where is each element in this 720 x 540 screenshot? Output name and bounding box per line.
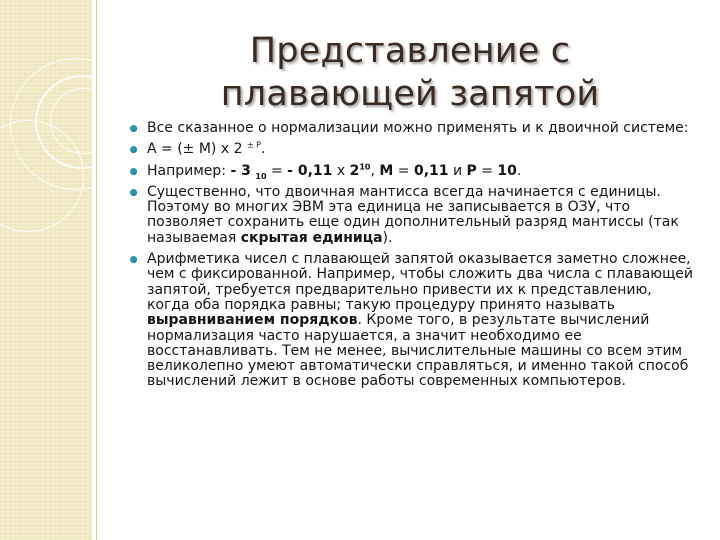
alignment-term: выравниванием порядков [147, 312, 358, 329]
bullet-item-normalization [128, 121, 698, 136]
hidden-bit-end: ). [382, 229, 393, 246]
example-m-value: 0,11 [413, 162, 449, 179]
sidebar-divider [92, 0, 94, 540]
example-and: и [448, 162, 467, 179]
bullet-item-arithmetic [128, 252, 698, 390]
example-equals-2: = [393, 162, 414, 179]
bullet-item-hidden-bit [128, 185, 698, 246]
bullet-text: Все сказанное о нормализации можно применять и к двоичной системе: [147, 120, 689, 136]
hidden-bit-text: Существенно, что двоичная мантисса всегда начинается с единицы. Поэтому во многих ЭВМ эта единица не записывается в ОЗУ, что позволяет сохранить еще один дополнительный разряд мантиссы (так называемая [147, 183, 679, 246]
example-two: 2 [349, 162, 360, 179]
example-comma: , [370, 162, 380, 179]
example-end: . [516, 162, 522, 179]
arithmetic-text: Арифметика чисел с плавающей запятой оказывается заметно сложнее, чем с фиксированной. Например, чтобы сложить два числа с плавающей запятой, требуется предварительно привести их к представлению, когда оба порядка равны; такую процедуру принято называть [147, 251, 693, 313]
bullet-icon [130, 125, 137, 132]
formula-end: . [261, 141, 266, 158]
formula-exponent: ± P [246, 140, 262, 150]
title-line-1: Представление с [249, 31, 571, 71]
bullet-icon [130, 256, 137, 263]
title-line-2: плавающей запятой [220, 74, 600, 114]
sidebar-border-line [96, 0, 97, 540]
example-p-value: 10 [497, 162, 517, 179]
hidden-bit-term: скрытая единица [240, 229, 383, 246]
bullet-item-formula [128, 142, 698, 157]
example-value-1: - 3 [230, 162, 251, 179]
example-m: M [379, 162, 394, 179]
formula-text: A = (± M) x 2 [147, 141, 247, 158]
example-exponent: 10 [359, 161, 371, 171]
example-value-2: - 0,11 [287, 162, 333, 179]
decorative-sidebar [0, 0, 92, 540]
bullet-item-example [128, 161, 698, 181]
example-p: P [466, 162, 477, 179]
slide-title [120, 30, 700, 116]
example-prefix: Например: [147, 162, 231, 179]
bullet-icon [130, 189, 137, 196]
bullet-icon [130, 168, 137, 175]
example-equals-3: = [476, 162, 498, 179]
bullet-icon [130, 146, 137, 153]
example-times: x [332, 162, 350, 179]
arithmetic-end: . Кроме того, в результате вычислений нормализация часто нарушается, а значит необходимо ее восстанавливать. Тем не менее, вычислительные машины со всем этим великолепно умеют автоматически справляться, и именно такой способ вычислений лежит в основе работы современных компьютеров. [147, 312, 689, 390]
example-equals: = [266, 162, 288, 179]
example-base: 10 [255, 171, 267, 181]
bullet-list [128, 121, 698, 396]
